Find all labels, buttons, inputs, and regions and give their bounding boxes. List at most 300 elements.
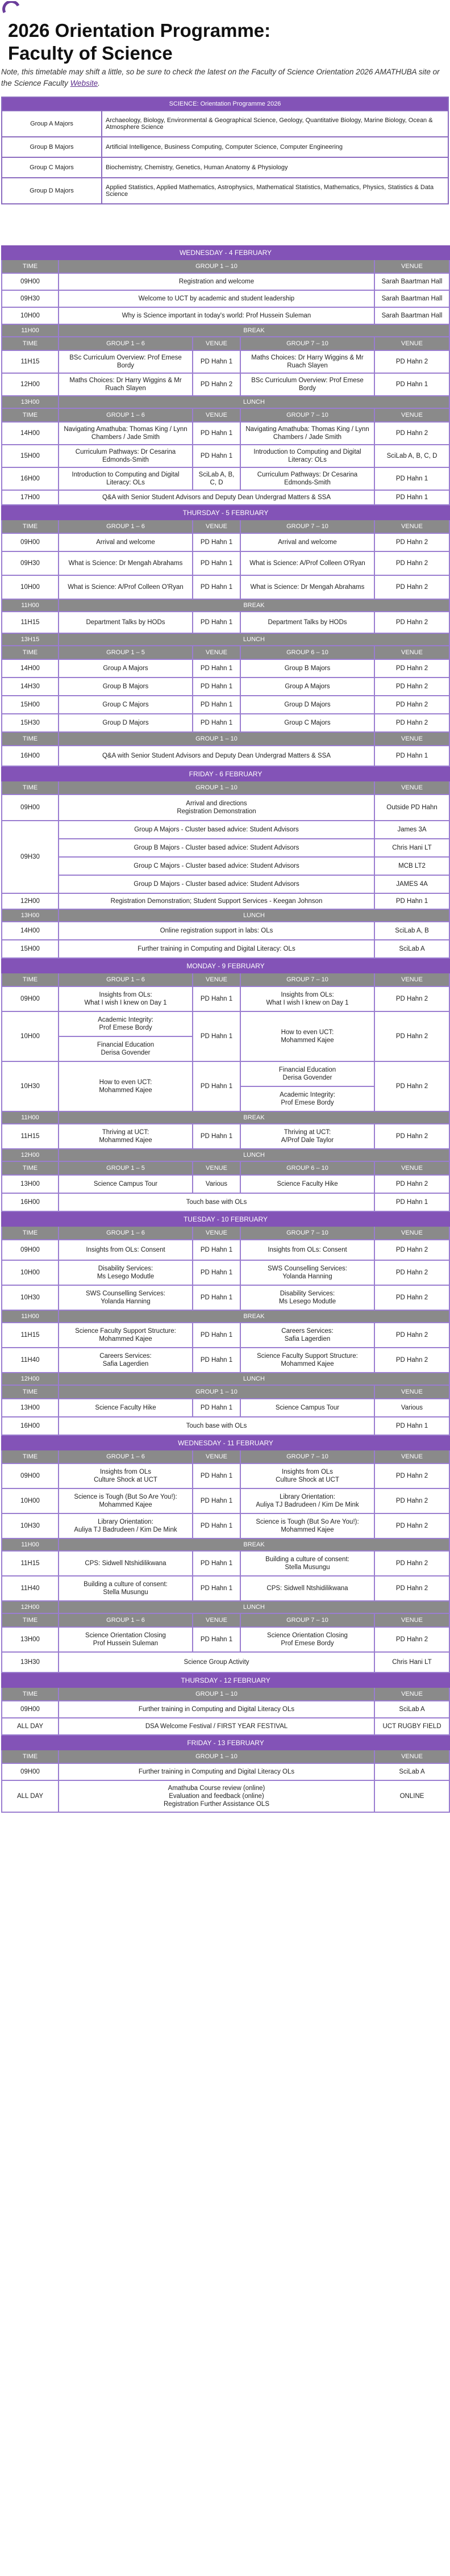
activity-cell: What is Science: Dr Mengah Abrahams (240, 575, 374, 599)
activity-cell: Disability Services: Ms Lesego Modutle (59, 1260, 193, 1285)
activity-cell: Academic Integrity: Prof Emese Bordy (240, 1086, 374, 1111)
venue-cell: PD Hahn 2 (193, 373, 240, 396)
activity-cell: Thriving at UCT: A/Prof Dale Taylor (240, 1124, 374, 1149)
venue-header: VENUE (193, 520, 240, 533)
activity-cell: Further training in Computing and Digital Literacy OLs (59, 1701, 374, 1718)
time-header: TIME (2, 260, 59, 273)
activity-cell: Science Faculty Hike (59, 1399, 193, 1417)
time-cell: 09H00 (2, 1763, 59, 1780)
day-heading: FRIDAY - 6 FEBRUARY (2, 767, 449, 781)
venue-cell: PD Hahn 1 (374, 490, 449, 505)
break-time: 13H00 (2, 909, 59, 922)
group-header: GROUP 6 – 10 (240, 646, 374, 659)
activity-cell: Science Campus Tour (240, 1399, 374, 1417)
time-header: TIME (2, 1687, 59, 1701)
venue-header: VENUE (374, 1613, 449, 1627)
activity-cell: Science Group Activity (59, 1652, 374, 1672)
activity-cell: Maths Choices: Dr Harry Wiggins & Mr Ruach Slayen (240, 350, 374, 373)
venue-cell: PD Hahn 1 (193, 422, 240, 445)
time-cell: 16H00 (2, 1193, 59, 1211)
activity-cell: How to even UCT: Mohammed Kajee (59, 1061, 193, 1111)
activity-cell: Academic Integrity: Prof Emese Bordy (59, 1011, 193, 1036)
break-time: 11H00 (2, 1538, 59, 1551)
time-cell: 10H30 (2, 1285, 59, 1310)
venue-cell: PD Hahn 2 (374, 1285, 449, 1310)
venue-cell: PD Hahn 1 (193, 1124, 240, 1149)
group-header: GROUP 1 – 6 (59, 337, 193, 350)
activity-cell: Curriculum Pathways: Dr Cesarina Edmonds-Smith (59, 445, 193, 467)
venue-header: VENUE (193, 1161, 240, 1175)
break-time: 11H00 (2, 1111, 59, 1124)
activity-cell: What is Science: Dr Mengah Abrahams (59, 551, 193, 575)
break-time: 12H00 (2, 1149, 59, 1161)
venue-cell: JAMES 4A (374, 875, 449, 893)
time-cell: 11H15 (2, 612, 59, 633)
day-heading: FRIDAY - 13 FEBRUARY (2, 1736, 449, 1750)
schedule (0, 245, 450, 1813)
venue-header: VENUE (193, 1450, 240, 1463)
venue-cell: Chris Hani LT (374, 839, 449, 857)
venue-cell: PD Hahn 1 (193, 350, 240, 373)
thursday-5-table (1, 505, 450, 767)
venue-cell: SciLab A (374, 1763, 449, 1780)
time-cell: 11H40 (2, 1576, 59, 1601)
activity-cell: Insights from OLs: Consent (240, 1240, 374, 1260)
time-cell: 10H30 (2, 1513, 59, 1538)
venue-cell: PD Hahn 1 (374, 467, 449, 490)
activity-cell: CPS: Sidwell Ntshidilikwana (59, 1551, 193, 1576)
activity-cell: Group C Majors - Cluster based advice: Student Advisors (59, 857, 374, 875)
venue-cell: PD Hahn 2 (374, 350, 449, 373)
venue-cell: PD Hahn 2 (374, 1576, 449, 1601)
break-time: 11H00 (2, 599, 59, 612)
time-cell: 10H00 (2, 307, 59, 324)
activity-cell: Department Talks by HODs (59, 612, 193, 633)
activity-cell: Introduction to Computing and Digital Literacy: OLs (59, 467, 193, 490)
venue-header: VENUE (374, 520, 449, 533)
break-label: BREAK (59, 324, 449, 337)
venue-cell: PD Hahn 2 (374, 1348, 449, 1373)
time-cell: 11H15 (2, 350, 59, 373)
time-header: TIME (2, 781, 59, 794)
group-header: GROUP 7 – 10 (240, 337, 374, 350)
break-label: BREAK (59, 1310, 449, 1323)
venue-cell: PD Hahn 1 (193, 1061, 240, 1111)
venue-cell: PD Hahn 1 (193, 575, 240, 599)
venue-header: VENUE (374, 1687, 449, 1701)
activity-cell: Further training in Computing and Digital Literacy: OLs (59, 940, 374, 958)
group-header: GROUP 1 – 6 (59, 408, 193, 422)
activity-cell: Group B Majors (59, 678, 193, 696)
time-cell: 11H40 (2, 1348, 59, 1373)
activity-cell: Touch base with OLs (59, 1417, 374, 1435)
majors-table: SCIENCE: Orientation Programme 2026 Group A Majors Archaeology, Biology, Environmental & Geographical Science, Geology, Quantitative Biology, Marine Biology, Ocean & Atmosphere Science Group B Majors Artificial Intelligence, Business Computing, Computer Science, Computer Engineering Group C Majors Biochemistry, Chemistry, Genetics, Human Anatomy & Physiology Group D Majors Applied Statistics, Applied Mathematics, Astrophysics, Mathematical Statistics, Mathematics, Physics, Statistics & Data Science (1, 97, 449, 204)
activity-cell: Science is Tough (But So Are You!): Mohammed Kajee (59, 1488, 193, 1513)
venue-cell: PD Hahn 2 (374, 678, 449, 696)
activity-cell: Registration Demonstration; Student Support Services - Keegan Johnson (59, 893, 374, 909)
group-header: GROUP 1 – 6 (59, 1613, 193, 1627)
venue-cell: PD Hahn 2 (374, 714, 449, 732)
venue-cell: Various (374, 1399, 449, 1417)
venue-cell: PD Hahn 2 (374, 551, 449, 575)
time-cell: 10H00 (2, 575, 59, 599)
time-cell: 09H00 (2, 1701, 59, 1718)
group-header: GROUP 1 – 10 (59, 1750, 374, 1763)
time-cell: 09H00 (2, 533, 59, 551)
activity-cell: Insights from OLs: Consent (59, 1240, 193, 1260)
activity-cell: Q&A with Senior Student Advisors and Deputy Dean Undergrad Matters & SSA (59, 490, 374, 505)
venue-cell: PD Hahn 1 (193, 1260, 240, 1285)
group-header: GROUP 1 – 6 (59, 1450, 193, 1463)
venue-header: VENUE (374, 260, 449, 273)
break-time: 11H00 (2, 324, 59, 337)
group-header: GROUP 7 – 10 (240, 1613, 374, 1627)
tuesday-10-table (1, 1212, 450, 1436)
venue-cell: PD Hahn 2 (374, 1124, 449, 1149)
venue-cell: PD Hahn 1 (193, 1488, 240, 1513)
group-header: GROUP 1 – 10 (59, 732, 374, 746)
time-header: TIME (2, 408, 59, 422)
activity-cell: Arrival and welcome (240, 533, 374, 551)
venue-header: VENUE (374, 1750, 449, 1763)
venue-cell: PD Hahn 2 (374, 575, 449, 599)
activity-cell: Disability Services: Ms Lesego Modutle (240, 1285, 374, 1310)
time-cell: ALL DAY (2, 1718, 59, 1735)
venue-cell: PD Hahn 2 (374, 612, 449, 633)
venue-cell: PD Hahn 2 (374, 1175, 449, 1193)
time-cell: 09H00 (2, 273, 59, 290)
time-cell: 09H30 (2, 290, 59, 307)
venue-cell: PD Hahn 2 (374, 1551, 449, 1576)
break-time: 12H00 (2, 1601, 59, 1613)
time-header: TIME (2, 1385, 59, 1399)
activity-cell: DSA Welcome Festival / FIRST YEAR FESTIVAL (59, 1718, 374, 1735)
activity-cell: Careers Services: Safia Lagerdien (59, 1348, 193, 1373)
venue-header: VENUE (374, 408, 449, 422)
break-time: 12H00 (2, 1373, 59, 1385)
time-cell: 16H00 (2, 746, 59, 766)
activity-cell: Financial Education Derisa Govender (59, 1036, 193, 1061)
monday-9-table (1, 959, 450, 1212)
group-header: GROUP 1 – 10 (59, 260, 374, 273)
venue-cell: SciLab A, B (374, 922, 449, 940)
activity-cell: Introduction to Computing and Digital Literacy: OLs (240, 445, 374, 467)
venue-cell: PD Hahn 1 (193, 1576, 240, 1601)
break-time: 13H15 (2, 633, 59, 646)
break-label: LUNCH (59, 633, 449, 646)
venue-cell: PD Hahn 1 (193, 1348, 240, 1373)
break-label: LUNCH (59, 1149, 449, 1161)
time-cell: 14H30 (2, 678, 59, 696)
break-label: BREAK (59, 1111, 449, 1124)
time-cell: 12H00 (2, 373, 59, 396)
activity-cell: How to even UCT: Mohammed Kajee (240, 1011, 374, 1061)
activity-cell: Group D Majors (59, 714, 193, 732)
activity-cell: Amathuba Course review (online) Evaluation and feedback (online) Registration Further Assistance OLS (59, 1780, 374, 1812)
activity-cell: Building a culture of consent: Stella Musungu (240, 1551, 374, 1576)
venue-header: VENUE (193, 646, 240, 659)
venue-cell: PD Hahn 1 (193, 445, 240, 467)
group-header: GROUP 1 – 5 (59, 646, 193, 659)
venue-cell: PD Hahn 2 (374, 1488, 449, 1513)
venue-cell: PD Hahn 2 (374, 1513, 449, 1538)
venue-cell: PD Hahn 1 (193, 1285, 240, 1310)
time-cell: 11H15 (2, 1124, 59, 1149)
activity-cell: Group B Majors - Cluster based advice: Student Advisors (59, 839, 374, 857)
time-cell: 16H00 (2, 467, 59, 490)
venue-cell: SciLab A, B, C, D (374, 445, 449, 467)
friday-6-table (1, 767, 450, 959)
venue-cell: PD Hahn 1 (193, 533, 240, 551)
venue-header: VENUE (374, 973, 449, 986)
venue-cell: PD Hahn 1 (193, 551, 240, 575)
time-cell: 14H00 (2, 659, 59, 678)
logo-arc-icon (2, 1, 27, 14)
venue-cell: PD Hahn 2 (374, 1011, 449, 1061)
venue-cell: PD Hahn 1 (193, 659, 240, 678)
venue-header: VENUE (374, 337, 449, 350)
day-heading: WEDNESDAY - 11 FEBRUARY (2, 1436, 449, 1450)
group-header: GROUP 6 – 10 (240, 1161, 374, 1175)
group-header: GROUP 1 – 10 (59, 781, 374, 794)
time-cell: 11H15 (2, 1551, 59, 1576)
time-header: TIME (2, 973, 59, 986)
break-label: LUNCH (59, 1601, 449, 1613)
venue-cell: PD Hahn 1 (193, 612, 240, 633)
time-cell: 14H00 (2, 422, 59, 445)
time-cell: 09H30 (2, 551, 59, 575)
venue-cell: MCB LT2 (374, 857, 449, 875)
venue-cell: PD Hahn 1 (374, 1417, 449, 1435)
break-time: 13H00 (2, 396, 59, 408)
venue-cell: PD Hahn 2 (374, 1240, 449, 1260)
venue-cell: PD Hahn 2 (374, 533, 449, 551)
day-heading: THURSDAY - 12 FEBRUARY (2, 1674, 449, 1687)
venue-cell: PD Hahn 1 (193, 1627, 240, 1652)
group-header: GROUP 7 – 10 (240, 1450, 374, 1463)
venue-header: VENUE (374, 732, 449, 746)
activity-cell: Science Faculty Support Structure: Mohammed Kajee (240, 1348, 374, 1373)
activity-cell: Insights from OLs Culture Shock at UCT (240, 1463, 374, 1488)
time-header: TIME (2, 646, 59, 659)
time-cell: 09H00 (2, 986, 59, 1011)
venue-header: VENUE (374, 1161, 449, 1175)
venue-cell: ONLINE (374, 1780, 449, 1812)
activity-cell: Group C Majors (59, 696, 193, 714)
activity-cell: Q&A with Senior Student Advisors and Deputy Dean Undergrad Matters & SSA (59, 746, 374, 766)
friday-13-table (1, 1736, 450, 1813)
venue-header: VENUE (374, 1226, 449, 1240)
time-cell: 10H00 (2, 1011, 59, 1061)
website-link[interactable]: Website (70, 79, 98, 87)
group-header: GROUP 7 – 10 (240, 1226, 374, 1240)
venue-cell: Outside PD Hahn (374, 794, 449, 821)
activity-cell: What is Science: A/Prof Colleen O'Ryan (59, 575, 193, 599)
group-header: GROUP 1 – 6 (59, 520, 193, 533)
time-cell: 15H00 (2, 940, 59, 958)
activity-cell: Science Faculty Support Structure: Mohammed Kajee (59, 1323, 193, 1348)
venue-cell: PD Hahn 1 (374, 893, 449, 909)
activity-cell: CPS: Sidwell Ntshidilikwana (240, 1576, 374, 1601)
venue-cell: SciLab A, B, C, D (193, 467, 240, 490)
activity-cell: Science Campus Tour (59, 1175, 193, 1193)
activity-cell: Insights from OLs: What I wish I knew on Day 1 (240, 986, 374, 1011)
activity-cell: Group A Majors - Cluster based advice: Student Advisors (59, 821, 374, 839)
activity-cell: Library Orientation: Auliya TJ Badrudeen / Kim De Mink (59, 1513, 193, 1538)
venue-cell: Various (193, 1175, 240, 1193)
time-cell: 10H00 (2, 1260, 59, 1285)
venue-cell: Sarah Baartman Hall (374, 290, 449, 307)
day-heading: MONDAY - 9 FEBRUARY (2, 959, 449, 973)
time-cell: 09H30 (2, 821, 59, 893)
venue-header: VENUE (193, 973, 240, 986)
day-heading: THURSDAY - 5 FEBRUARY (2, 506, 449, 520)
break-label: BREAK (59, 1538, 449, 1551)
activity-cell: Group A Majors (59, 659, 193, 678)
activity-cell: Welcome to UCT by academic and student leadership (59, 290, 374, 307)
venue-header: VENUE (193, 1613, 240, 1627)
venue-cell: PD Hahn 1 (193, 1399, 240, 1417)
time-cell: 16H00 (2, 1417, 59, 1435)
time-cell: 09H00 (2, 1240, 59, 1260)
time-cell: 13H00 (2, 1399, 59, 1417)
time-cell: 13H00 (2, 1627, 59, 1652)
activity-cell: Science Orientation Closing Prof Hussein Suleman (59, 1627, 193, 1652)
group-header: GROUP 1 – 10 (59, 1385, 374, 1399)
activity-cell: Group C Majors (240, 714, 374, 732)
day-heading: WEDNESDAY - 4 FEBRUARY (2, 246, 449, 260)
day-heading: TUESDAY - 10 FEBRUARY (2, 1212, 449, 1226)
activity-cell: Financial Education Derisa Govender (240, 1061, 374, 1086)
activity-cell: Insights from OLs Culture Shock at UCT (59, 1463, 193, 1488)
venue-header: VENUE (193, 1226, 240, 1240)
venue-cell: Sarah Baartman Hall (374, 273, 449, 290)
venue-cell: SciLab A (374, 1701, 449, 1718)
time-cell: 15H00 (2, 445, 59, 467)
time-cell: 09H00 (2, 1463, 59, 1488)
activity-cell: Registration and welcome (59, 273, 374, 290)
activity-cell: Group D Majors (240, 696, 374, 714)
time-header: TIME (2, 1613, 59, 1627)
time-cell: 10H00 (2, 1488, 59, 1513)
venue-header: VENUE (374, 646, 449, 659)
venue-cell: PD Hahn 1 (193, 1551, 240, 1576)
break-label: LUNCH (59, 909, 449, 922)
venue-cell: PD Hahn 1 (193, 986, 240, 1011)
time-header: TIME (2, 337, 59, 350)
time-header: TIME (2, 1450, 59, 1463)
venue-cell: PD Hahn 1 (193, 1323, 240, 1348)
venue-cell: PD Hahn 1 (193, 678, 240, 696)
wednesday-11-table (1, 1436, 450, 1673)
group-header: GROUP 7 – 10 (240, 973, 374, 986)
venue-cell: PD Hahn 2 (374, 659, 449, 678)
activity-cell: Library Orientation: Auliya TJ Badrudeen / Kim De Mink (240, 1488, 374, 1513)
time-header: TIME (2, 1161, 59, 1175)
activity-cell: Thriving at UCT: Mohammed Kajee (59, 1124, 193, 1149)
group-header: GROUP 1 – 10 (59, 1687, 374, 1701)
activity-cell: Science Faculty Hike (240, 1175, 374, 1193)
activity-cell: SWS Counselling Services: Yolanda Hanning (240, 1260, 374, 1285)
venue-cell: UCT RUGBY FIELD (374, 1718, 449, 1735)
venue-cell: PD Hahn 1 (374, 746, 449, 766)
activity-cell: Building a culture of consent: Stella Musungu (59, 1576, 193, 1601)
group-header: GROUP 7 – 10 (240, 520, 374, 533)
activity-cell: Arrival and welcome (59, 533, 193, 551)
break-time: 11H00 (2, 1310, 59, 1323)
activity-cell: Maths Choices: Dr Harry Wiggins & Mr Ruach Slayen (59, 373, 193, 396)
activity-cell: Science is Tough (But So Are You!): Mohammed Kajee (240, 1513, 374, 1538)
group-header: GROUP 7 – 10 (240, 408, 374, 422)
group-header: GROUP 1 – 6 (59, 973, 193, 986)
time-cell: 17H00 (2, 490, 59, 505)
time-header: TIME (2, 520, 59, 533)
group-header: GROUP 1 – 6 (59, 1226, 193, 1240)
venue-cell: PD Hahn 2 (374, 986, 449, 1011)
time-cell: 15H00 (2, 696, 59, 714)
venue-cell: PD Hahn 2 (374, 1061, 449, 1111)
break-label: LUNCH (59, 1373, 449, 1385)
activity-cell: Navigating Amathuba: Thomas King / Lynn Chambers / Jade Smith (240, 422, 374, 445)
venue-cell: Chris Hani LT (374, 1652, 449, 1672)
venue-cell: PD Hahn 2 (374, 1463, 449, 1488)
break-label: LUNCH (59, 396, 449, 408)
venue-cell: Sarah Baartman Hall (374, 307, 449, 324)
page-title: 2026 Orientation Programme: Faculty of Science (8, 20, 271, 64)
activity-cell: Group A Majors (240, 678, 374, 696)
time-header: TIME (2, 1750, 59, 1763)
venue-header: VENUE (193, 337, 240, 350)
break-label: BREAK (59, 599, 449, 612)
time-cell: 10H30 (2, 1061, 59, 1111)
venue-cell: PD Hahn 1 (193, 1463, 240, 1488)
venue-cell: PD Hahn 1 (193, 1240, 240, 1260)
venue-cell: PD Hahn 1 (193, 1513, 240, 1538)
activity-cell: Careers Services: Safia Lagerdien (240, 1323, 374, 1348)
activity-cell: Group B Majors (240, 659, 374, 678)
activity-cell: SWS Counselling Services: Yolanda Hanning (59, 1285, 193, 1310)
time-cell: 09H00 (2, 794, 59, 821)
wednesday-4-table (1, 245, 450, 505)
venue-cell: PD Hahn 2 (374, 696, 449, 714)
time-cell: 13H30 (2, 1652, 59, 1672)
activity-cell: Curriculum Pathways: Dr Cesarina Edmonds-Smith (240, 467, 374, 490)
activity-cell: Group D Majors - Cluster based advice: Student Advisors (59, 875, 374, 893)
timetable-note: Note, this timetable may shift a little, so be sure to check the latest on the Faculty of Science Orientation 2026 AMATHUBA site or the Science Faculty Website. (1, 68, 440, 87)
time-cell: 14H00 (2, 922, 59, 940)
venue-cell: PD Hahn 2 (374, 422, 449, 445)
activity-cell: Department Talks by HODs (240, 612, 374, 633)
activity-cell: BSc Curriculum Overview: Prof Emese Bordy (59, 350, 193, 373)
activity-cell: Navigating Amathuba: Thomas King / Lynn Chambers / Jade Smith (59, 422, 193, 445)
venue-cell: PD Hahn 2 (374, 1627, 449, 1652)
time-header: TIME (2, 732, 59, 746)
venue-cell: SciLab A (374, 940, 449, 958)
time-cell: 11H15 (2, 1323, 59, 1348)
venue-cell: PD Hahn 1 (193, 1011, 240, 1061)
activity-cell: Touch base with OLs (59, 1193, 374, 1211)
group-header: GROUP 1 – 5 (59, 1161, 193, 1175)
time-cell: ALL DAY (2, 1780, 59, 1812)
venue-header: VENUE (193, 408, 240, 422)
time-cell: 12H00 (2, 893, 59, 909)
activity-cell: Online registration support in labs: OLs (59, 922, 374, 940)
venue-cell: PD Hahn 2 (374, 1323, 449, 1348)
activity-cell: Science Orientation Closing Prof Emese Bordy (240, 1627, 374, 1652)
venue-header: VENUE (374, 781, 449, 794)
activity-cell: Further training in Computing and Digital Literacy OLs (59, 1763, 374, 1780)
venue-cell: PD Hahn 1 (374, 1193, 449, 1211)
